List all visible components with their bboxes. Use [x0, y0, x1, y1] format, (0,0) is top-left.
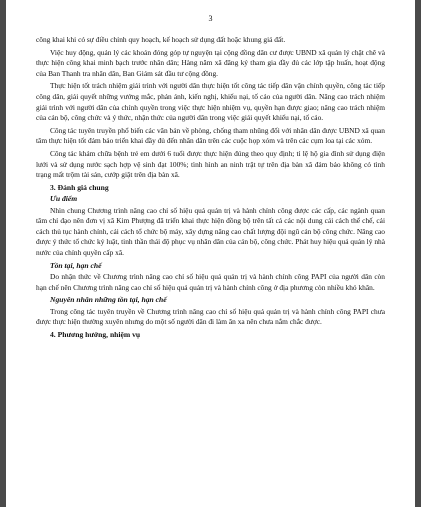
causes-text: Trong công tác tuyên truyền về Chương trình nâng cao chỉ số hiệu quả quản trị và hành chính công PAPI chưa được thực hiện thường xuyên nhưng do một số người dân đi làm ăn xa nên chưa nắm chắc được. [36, 306, 385, 327]
paragraph-public-services: Công tác khám chữa bệnh trẻ em dưới 6 tuổi được thực hiện đúng theo quy định; tỉ lệ hộ gia đình sử dụng điện lưới và sử dụng nước sạch hợp vệ sinh đạt 100%; tình hình an ninh trật tự trên địa bàn xã đảm bảo không có tình trạng mất trộm tài sản, cướp giật trên địa bàn xã. [36, 148, 385, 180]
advantages-text: Nhìn chung Chương trình nâng cao chỉ số hiệu quả quản trị và hành chính công được các cấp, các ngành quan tâm chỉ đạo nên đơn vị xã Kim Phượng đã triển khai thực hiện đồng bộ trên tất cả các nội dung cải cách thể chế, cải cách thủ tục hành chính, cải cách tổ chức bộ máy, xây dựng nâng cao chất lượng đội ngũ cán bộ công chức. Nâng cao được ý thức tổ chức kỷ luật, tinh thần thái độ phục vụ nhân dân của cán bộ, công chức. Phát huy hiệu quả quản lý nhà nước của chính quyền cấp xã. [36, 205, 385, 257]
advantages-heading: Ưu điểm [50, 194, 78, 204]
section-3-heading: 3. Đánh giá chung [50, 182, 109, 192]
paragraph-community-contributions: Việc huy động, quản lý các khoản đóng góp tự nguyện tại cộng đồng dân cư được UBND xã quản lý chặt chẽ và thực hiện công khai minh bạch trước nhân dân; Hàng năm xã đăng ký tham gia đầy đủ các lớp tập huấn, hoạt động của Ban Thanh tra nhân dân, Ban Giám sát đầu tư cộng đồng. [36, 47, 385, 78]
page-number: 3 [208, 14, 213, 23]
section-4-heading: 4. Phương hướng, nhiệm vụ [50, 329, 141, 339]
limitations-heading: Tồn tại, hạn chế [50, 260, 102, 270]
paragraph-accountability: Thực hiện tốt trách nhiệm giải trình với người dân thực hiện tốt công tác tiếp dân vận chính quyền, công tác tiếp công dân, giải quyết những vướng mắc, phản ánh, kiến nghị, khiếu nại, tố cáo của người dân. Nâng cao trách nhiệm giải trình với người dân của chính quyền trong việc thực hiện nhiệm vụ, quyền hạn được giao; nâng cao trách nhiệm của cán bộ, công chức và ý thức, nhận thức của người dân trong việc giải quyết khiếu nại, tố cáo. [36, 81, 385, 123]
limitations-text: Do nhận thức về Chương trình nâng cao chỉ số hiệu quả quản trị và hành chính công PAPI của người dân còn hạn chế nên Chương trình nâng cao chỉ số hiệu quả quản trị và hành chính công ở địa phương còn nhiều khó khăn. [36, 271, 385, 292]
paragraph-anti-corruption: Công tác tuyên truyền phổ biến các văn bản về phòng, chống tham nhũng đối với nhân dân được UBND xã quan tâm thực hiện tốt đảm bảo triển khai đầy đủ đến nhân dân trên các cuộc họp xóm và trên các cụm loa tại các xóm. [36, 125, 385, 146]
document-page [6, 0, 415, 507]
causes-heading: Nguyên nhân những tồn tại, hạn chế [50, 295, 167, 305]
paragraph-land-disclosure: công khai khi có sự điều chỉnh quy hoạch, kế hoạch sử dụng đất hoặc khung giá đất. [36, 35, 286, 44]
